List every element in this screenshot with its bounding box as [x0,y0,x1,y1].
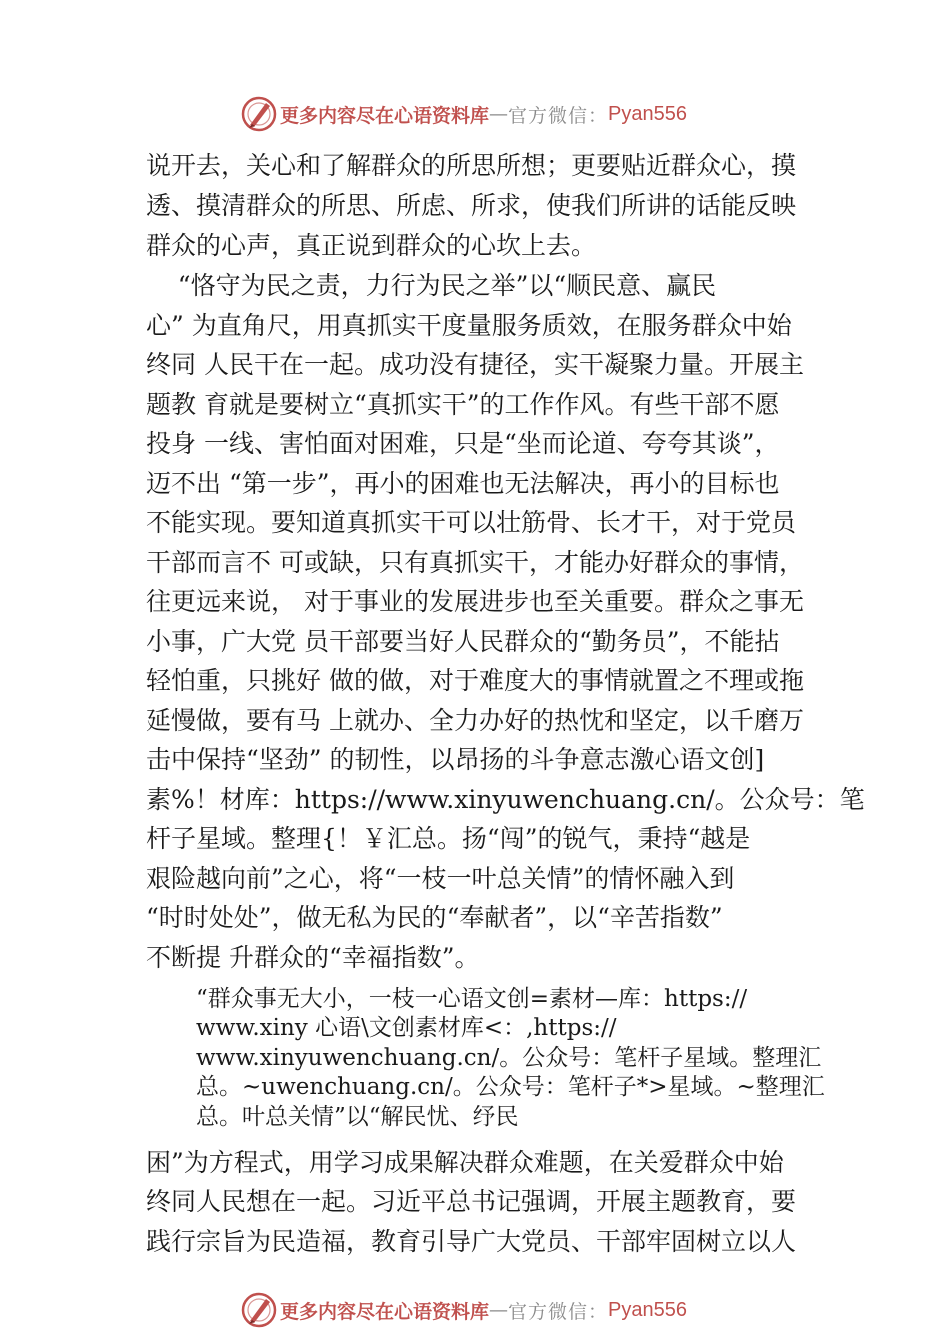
text-line: 困”为方程式，用学习成果解决群众难题，在关爱群众中始 [146,1148,784,1177]
quote-line: www.xinyuwenchuang.cn/。公众号：笔杆子星域。整理汇 [196,1045,822,1071]
text-line: 心” 为直角尺，用真抓实干度量服务质效，在服务群众中始 [146,311,792,340]
banner-title: 更多内容尽在心语资料库 [280,1300,490,1323]
header-banner [240,94,687,134]
text-line: 不断提 升群众的“幸福指数”。 [146,943,480,972]
text-line: 迈不出 “第一步”，再小的困难也无法解决，再小的目标也 [146,469,780,498]
text-line: “时时处处”，做无私为民的“奉献者”，以“辛苦指数” [146,903,723,932]
text-line: 延慢做，要有马 上就办、全力办好的热忱和坚定，以千磨万 [146,706,804,735]
banner-separator: — [489,1299,509,1321]
text-line: 艰险越向前”之心，将“一枝一叶总关情”的情怀融入到 [146,864,735,893]
banner-wechat-label: 官方微信： [508,104,609,127]
banner-wechat-id: Pyan556 [608,1298,687,1321]
text-line: 题教 育就是要树立“真抓实干”的工作作风。有些干部不愿 [146,390,780,419]
text-line: 素%！材库：https://www.xinyuwenchuang.cn/。公众号：笔 [146,785,865,814]
text-line: 轻怕重，只挑好 做的做，对于难度大的事情就置之不理或拖 [146,666,804,695]
text-line: 终同 人民干在一起。成功没有捷径，实干凝聚力量。开展主 [146,350,804,379]
text-line: 击中保持“坚劲” 的韧性，以昂扬的斗争意志激心语文创] [146,745,765,774]
footer-banner [240,1290,687,1330]
banner-wechat-id: Pyan556 [608,102,687,125]
text-line: 说开去，关心和了解群众的所思所想；更要贴近群众心，摸 [146,151,797,180]
banner-title: 更多内容尽在心语资料库 [280,104,490,127]
text-line: 不能实现。要知道真抓实干可以壮筋骨、长才干，对于党员 [146,508,797,537]
text-line: 透、摸清群众的所思、所虑、所求，使我们所讲的话能反映 [146,191,797,220]
banner-wechat-label: 官方微信： [508,1300,609,1323]
text-line: 终同人民想在一起。习近平总书记强调，开展主题教育，要 [146,1187,797,1216]
quill-logo-icon [240,95,278,133]
text-line: 投身 一线、害怕面对困难，只是“坐而论道、夸夸其谈”， [146,429,780,458]
quote-line: 总。叶总关情”以“解民忧、纾民 [196,1104,519,1130]
text-line: 往更远来说， 对于事业的发展进步也至关重要。群众之事无 [146,587,804,616]
text-line: 践行宗旨为民造福，教育引导广大党员、干部牢固树立以人 [146,1227,797,1256]
quote-line: www.xiny 心语\文创素材库<：,https:// [196,1015,617,1041]
quote-line: “群众事无大小，一枝一心语文创=素材—库：https:// [196,986,748,1012]
text-line: 小事，广大党 员干部要当好人民群众的“勤务员”，不能拈 [146,627,780,656]
text-line: 杆子星域。整理{！￥汇总。扬“闯”的锐气，秉持“越是 [146,824,751,853]
text-line: 干部而言不 可或缺，只有真抓实干，才能办好群众的事情， [146,548,804,577]
banner-separator: — [489,103,509,125]
quill-logo-icon [240,1291,278,1329]
text-line: “恪守为民之责，力行为民之举”以“顺民意、赢民 [146,271,717,300]
quote-line: 总。~uwenchuang.cn/。公众号：笔杆子*>星域。~整理汇 [196,1074,825,1100]
text-line: 群众的心声，真正说到群众的心坎上去。 [146,231,597,260]
